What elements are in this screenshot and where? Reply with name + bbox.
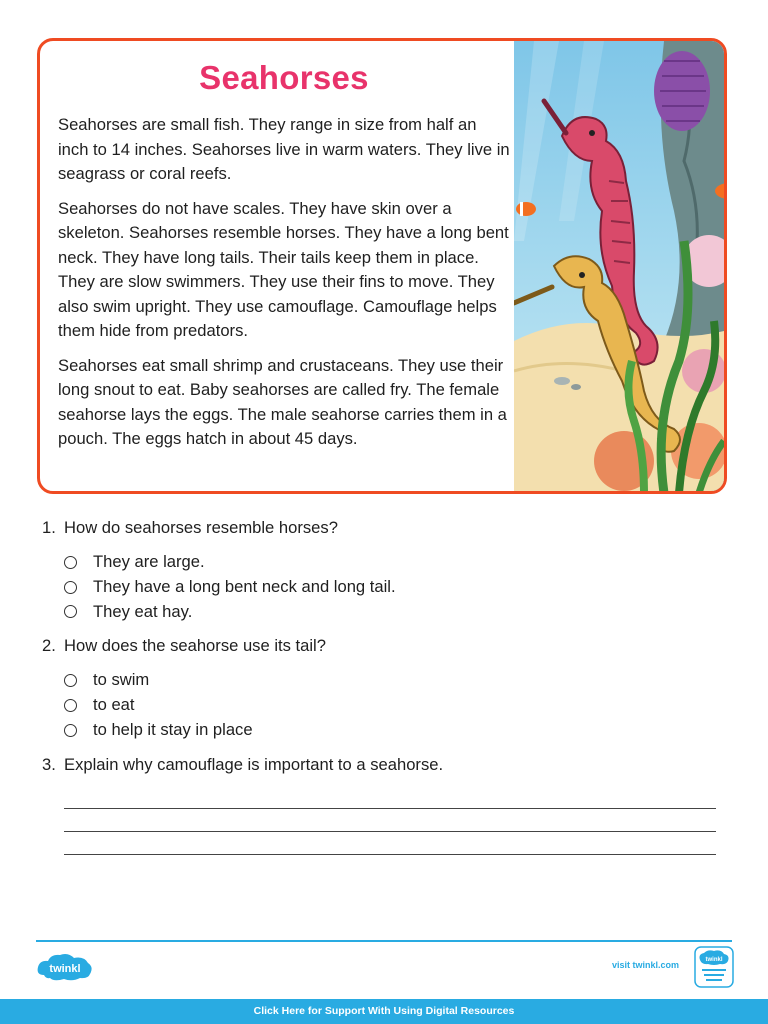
answer-option[interactable] bbox=[64, 718, 732, 743]
question-number: 2. bbox=[42, 636, 56, 656]
option-label: They have a long bent neck and long tail. bbox=[93, 576, 396, 596]
passage-paragraph-2: Seahorses do not have scales. They have skin over a skeleton. Seahorses resemble horses. They have a long bent neck. They have long tails. Their tails keep them in place. They are slow swimmers. They use their fins to move. They also swim upright. They use camouflage. Camouflage helps them hide from predators. bbox=[58, 198, 509, 340]
answer-option[interactable] bbox=[64, 600, 732, 625]
passage-title: Seahorses bbox=[199, 59, 369, 96]
option-label: to help it stay in place bbox=[93, 719, 253, 739]
question-1 bbox=[42, 516, 732, 540]
answer-option[interactable] bbox=[64, 575, 732, 600]
badge-text: twinkl bbox=[705, 957, 723, 963]
option-label: to eat bbox=[93, 695, 135, 715]
question-number: 3. bbox=[42, 754, 56, 774]
footer-divider bbox=[36, 940, 732, 942]
option-label: They are large. bbox=[93, 552, 205, 571]
question-2 bbox=[42, 634, 732, 658]
question-1-options bbox=[64, 550, 732, 624]
seahorse-illustration bbox=[514, 41, 724, 493]
answer-line-2[interactable] bbox=[64, 831, 716, 832]
option-label: to swim bbox=[93, 670, 150, 690]
question-text: How do seahorses resemble horses? bbox=[64, 518, 338, 537]
radio-circle-icon[interactable] bbox=[64, 581, 77, 594]
radio-circle-icon[interactable] bbox=[64, 556, 77, 569]
question-text: Explain why camouflage is important to a seahorse. bbox=[64, 754, 444, 774]
answer-option[interactable] bbox=[64, 550, 732, 575]
passage-text bbox=[58, 55, 510, 462]
answer-line-1[interactable] bbox=[64, 808, 716, 809]
reading-passage-card bbox=[37, 38, 727, 494]
question-3 bbox=[42, 753, 732, 777]
answer-line-3[interactable] bbox=[64, 854, 716, 855]
twinkl-logo[interactable] bbox=[36, 951, 94, 985]
support-banner-link[interactable]: Click Here for Support With Using Digital Resources bbox=[0, 999, 768, 1024]
radio-circle-icon[interactable] bbox=[64, 674, 77, 687]
option-label: They eat hay. bbox=[93, 601, 193, 621]
question-number: 1. bbox=[42, 518, 56, 537]
answer-option[interactable] bbox=[64, 668, 732, 693]
answer-option[interactable] bbox=[64, 693, 732, 718]
quality-badge-icon bbox=[694, 946, 734, 988]
radio-circle-icon[interactable] bbox=[64, 605, 77, 618]
questions-section bbox=[42, 516, 732, 777]
passage-paragraph-3: Seahorses eat small shrimp and crustaceans. They use their long snout to eat. Baby seahorses are called fry. The female seahorse lays the eggs. The male seahorse carries them in a pouch. The eggs hatch in about 45 days. bbox=[58, 355, 507, 448]
radio-circle-icon[interactable] bbox=[64, 724, 77, 737]
visit-link[interactable]: visit twinkl.com bbox=[612, 960, 680, 970]
radio-circle-icon[interactable] bbox=[64, 699, 77, 712]
question-2-options bbox=[64, 668, 732, 742]
logo-text: twinkl bbox=[49, 963, 81, 975]
question-text: How does the seahorse use its tail? bbox=[64, 636, 326, 656]
passage-paragraph-1: Seahorses are small fish. They range in size from half an inch to 14 inches. Seahorses live in warm waters. They live in seagrass or coral reefs. bbox=[58, 115, 510, 183]
